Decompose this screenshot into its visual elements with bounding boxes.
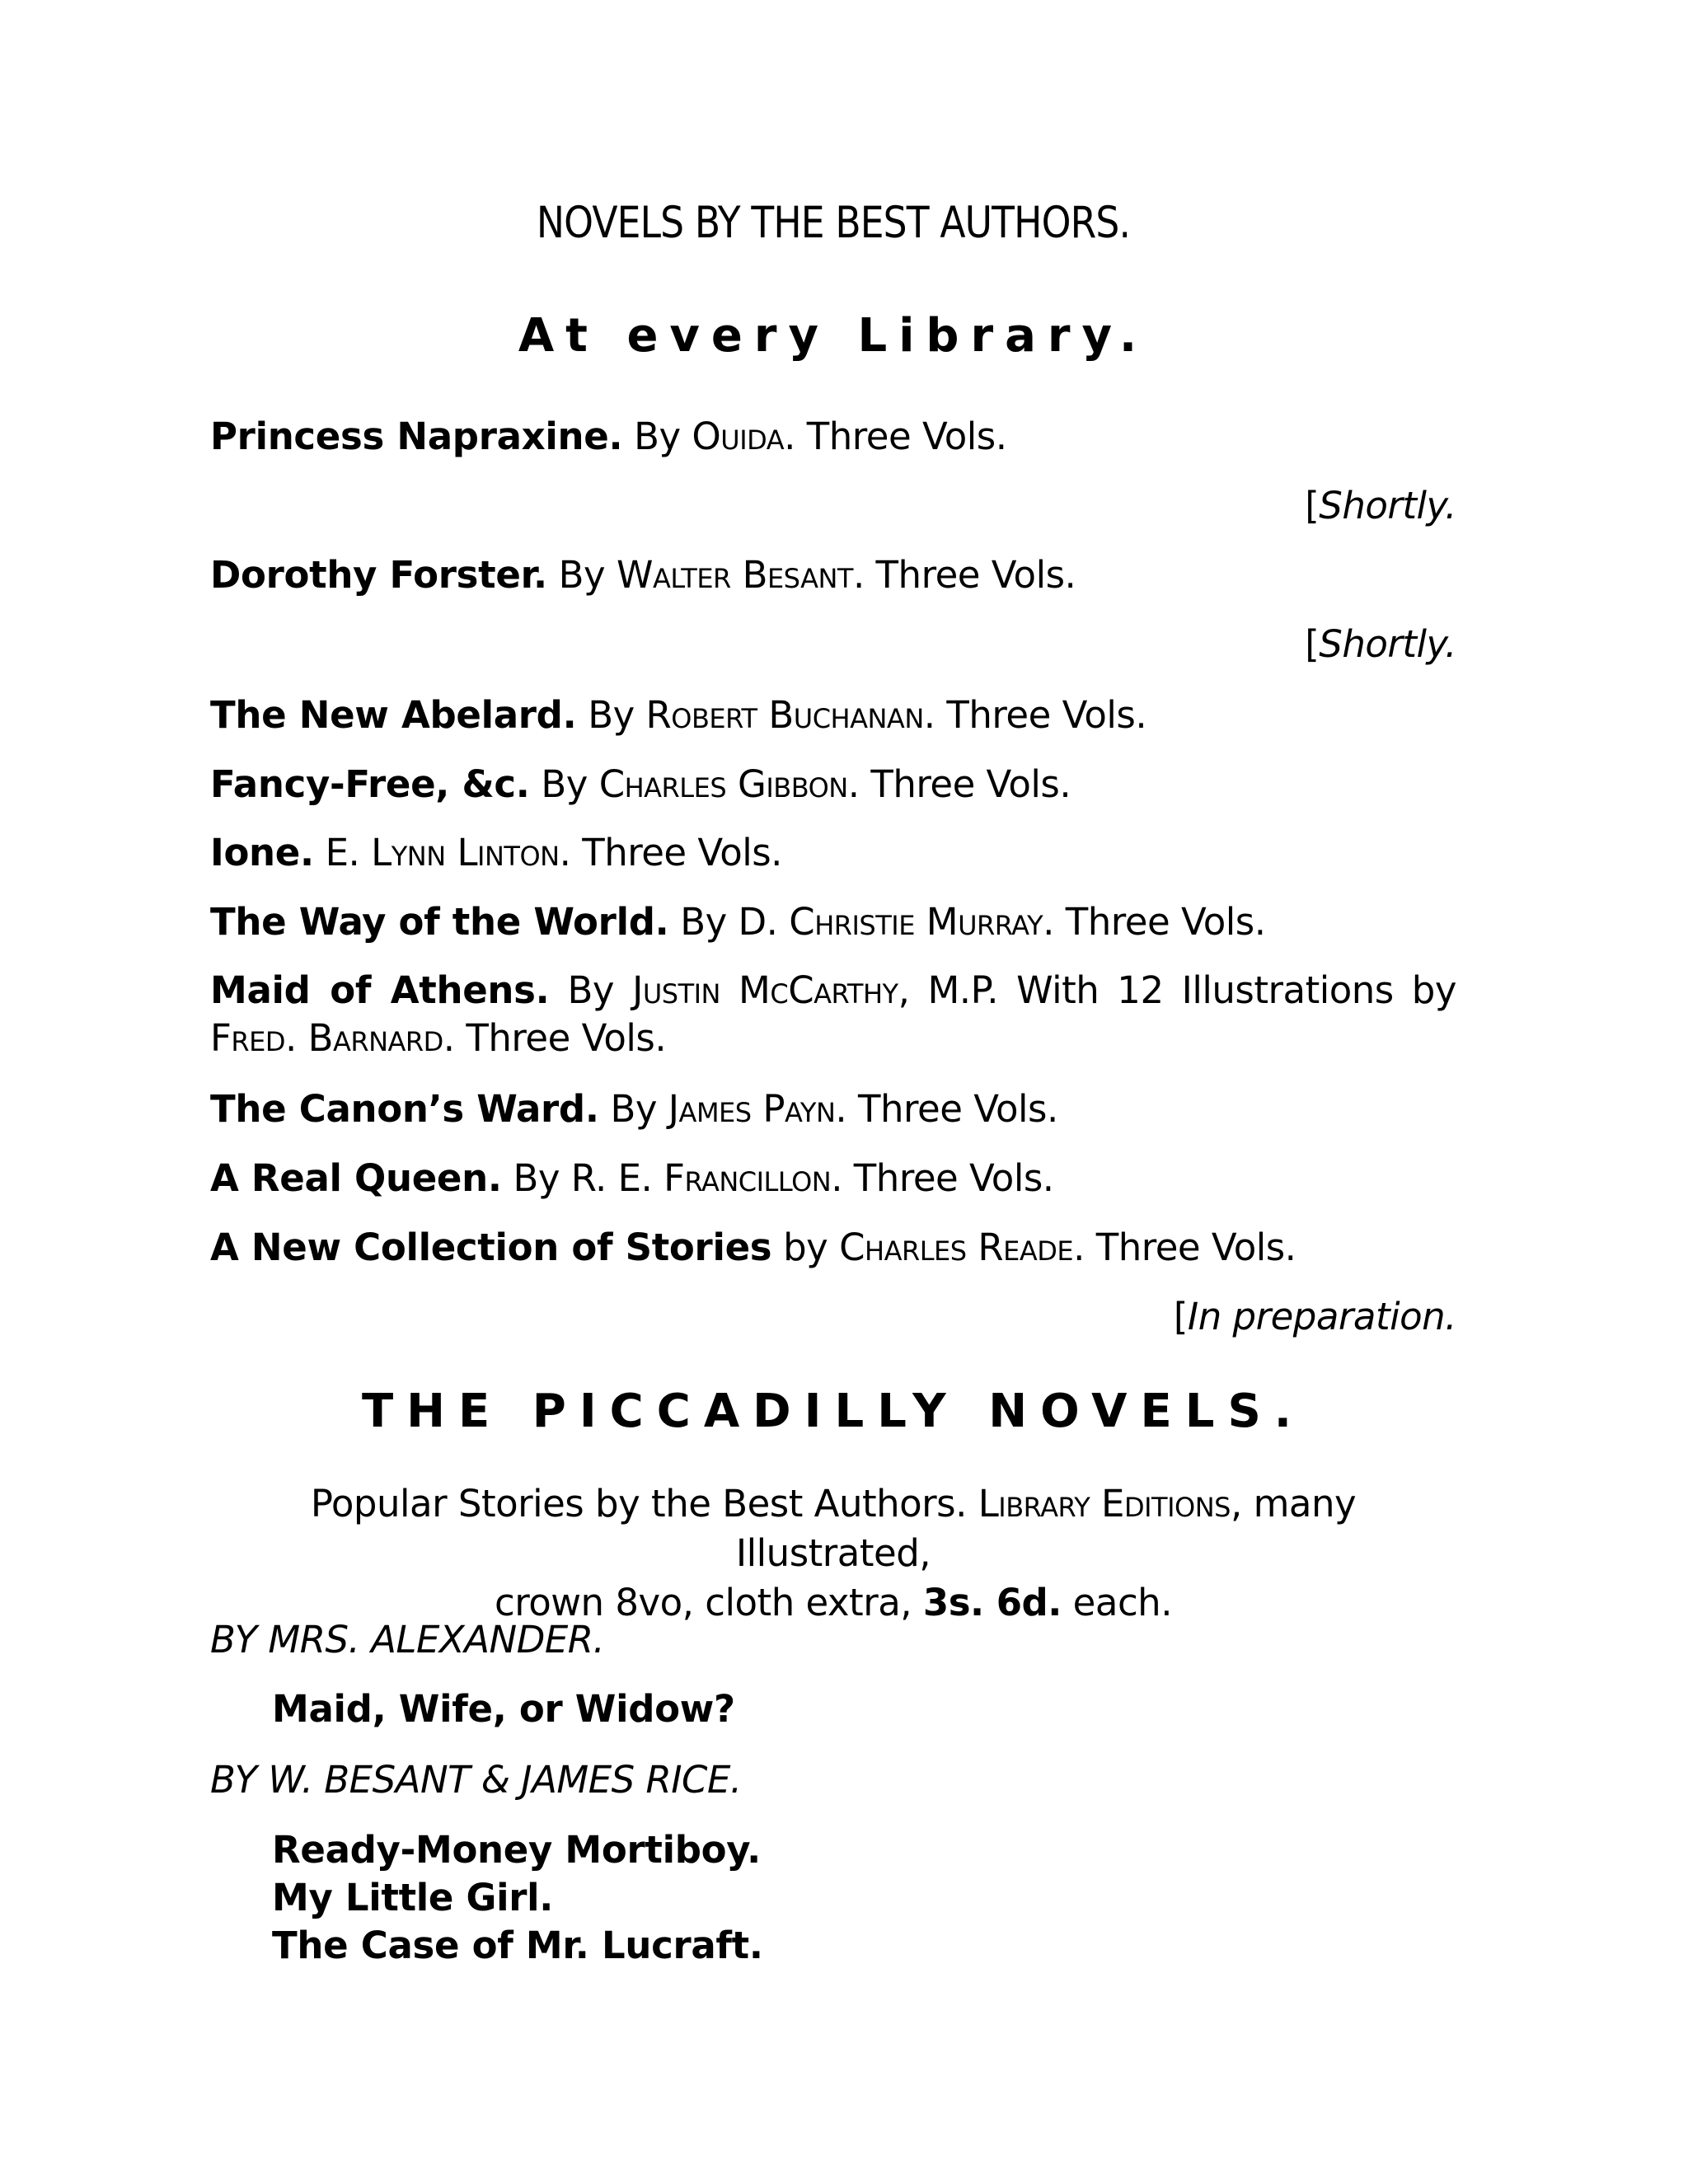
section-heading-library: At every Library. [518, 309, 1149, 363]
author-name: Lynn Linton [371, 831, 560, 874]
author-heading: BY W. BESANT & JAMES RICE. [210, 1758, 742, 1802]
page [210, 0, 1456, 2184]
price: 3s. 6d. [922, 1581, 1062, 1624]
book-title: The Canon’s Ward. [210, 1087, 599, 1131]
volumes-text: . Three Vols. [784, 415, 1007, 458]
bracket: [ [1305, 484, 1320, 527]
book-entry [210, 412, 1456, 462]
by-text: By [549, 968, 633, 1012]
by-text: By [622, 415, 692, 458]
author-name: Ouida [692, 415, 785, 458]
book-entry [210, 967, 1456, 1062]
status-note [1305, 620, 1456, 669]
author-name: Christie Murray [789, 900, 1043, 944]
volumes-text: . Three Vols. [1043, 900, 1266, 944]
author-name: Walter Besant [616, 553, 853, 597]
author-name: Charles Reade [839, 1226, 1074, 1269]
book-title: Fancy-Free, &c. [210, 762, 530, 806]
author-name: James Payn [668, 1087, 836, 1131]
volumes-text: . Three Vols. [923, 693, 1147, 737]
book-title: Maid of Athens. [210, 968, 550, 1012]
by-text: By [529, 762, 599, 806]
by-text: by [771, 1226, 840, 1269]
book-entry [210, 691, 1456, 740]
volumes-text: . Three Vols. [831, 1156, 1054, 1200]
book-entry [210, 828, 1456, 878]
note-text: Shortly. [1319, 484, 1456, 527]
book-title: A Real Queen. [210, 1156, 502, 1200]
book-title: Dorothy Forster. [210, 553, 547, 597]
intro-text: each. [1061, 1581, 1173, 1624]
book-title: Princess Napraxine. [210, 415, 623, 458]
by-text: By D. [668, 900, 790, 944]
section-intro [210, 1479, 1456, 1628]
bracket: [ [1305, 622, 1320, 666]
volumes-text: . Three Vols. [847, 762, 1071, 806]
volumes-text: . Three Vols. [835, 1087, 1058, 1131]
by-text: By [598, 1087, 668, 1131]
intro-editions: Library Editions [978, 1482, 1231, 1526]
status-note [1174, 1292, 1456, 1342]
by-text: E. [313, 831, 372, 874]
by-text: By R. E. [501, 1156, 664, 1200]
book-entry [210, 1154, 1456, 1203]
intro-text: Popular Stories by the Best Authors. [310, 1482, 978, 1526]
section-heading-piccadilly: THE PICCADILLY NOVELS. [361, 1385, 1306, 1438]
book-title: A New Collection of Stories [210, 1226, 772, 1269]
book-entry [210, 551, 1456, 600]
work-title: The Case of Mr. Lucraft. [272, 1924, 763, 1967]
author-name: Robert Buchanan [645, 693, 924, 737]
illustrator-name: Fred. Barnard [210, 1016, 443, 1060]
book-title: The New Abelard. [210, 693, 577, 737]
work-title: Maid, Wife, or Widow? [272, 1687, 735, 1731]
book-entry [210, 1223, 1456, 1272]
volumes-text: . Three Vols. [852, 553, 1076, 597]
book-entry [210, 760, 1456, 809]
description-text: , M.P. With 12 Illustrations by [898, 968, 1456, 1012]
work-title: My Little Girl. [272, 1876, 554, 1919]
volumes-text: . Three Vols. [443, 1016, 667, 1060]
bracket: [ [1173, 1295, 1188, 1338]
author-heading: BY MRS. ALEXANDER. [210, 1618, 605, 1661]
book-title: Ione. [210, 831, 314, 874]
volumes-text: . Three Vols. [1073, 1226, 1296, 1269]
note-text: Shortly. [1319, 622, 1456, 666]
by-text: By [576, 693, 646, 737]
book-entry [210, 1085, 1456, 1134]
page-title: NOVELS BY THE BEST AUTHORS. [536, 198, 1131, 248]
author-name: Charles Gibbon [598, 762, 848, 806]
intro-line-1 [210, 1479, 1456, 1578]
book-title: The Way of the World. [210, 900, 669, 944]
by-text: By [546, 553, 617, 597]
work-title: Ready-Money Mortiboy. [272, 1828, 761, 1872]
intro-text: , many Illustrated, [735, 1482, 1357, 1575]
note-text: In preparation. [1187, 1295, 1456, 1338]
status-note [1305, 481, 1456, 531]
intro-text: crown 8vo, cloth extra, [494, 1581, 923, 1624]
volumes-text: . Three Vols. [559, 831, 782, 874]
author-name: Justin McCarthy [632, 968, 898, 1012]
author-name: Francillon [663, 1156, 832, 1200]
book-entry [210, 898, 1456, 947]
